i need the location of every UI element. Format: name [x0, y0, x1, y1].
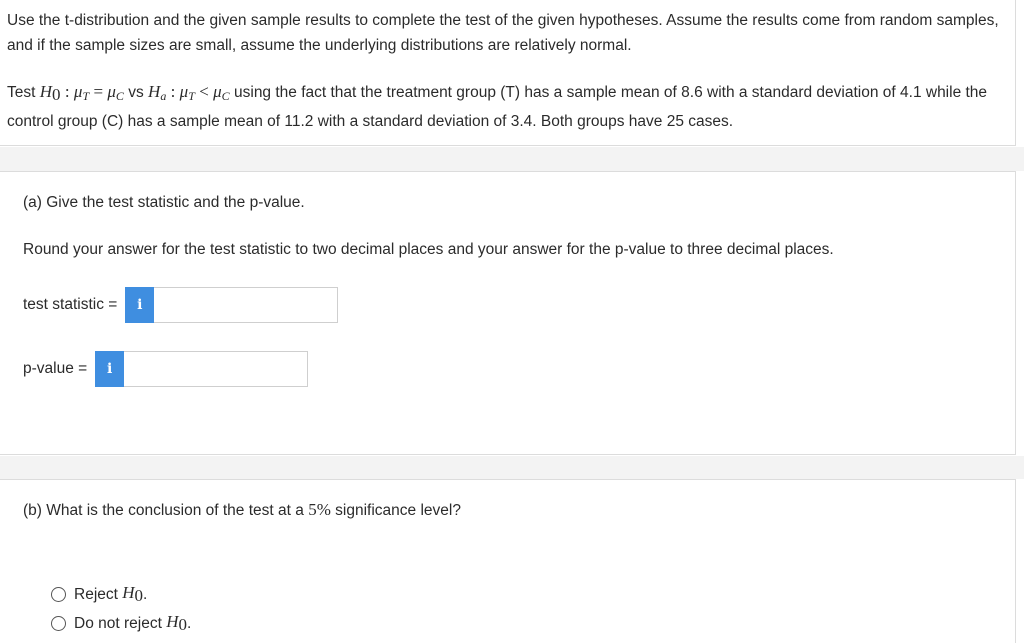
mu-t-symbol-2: $\mu_T$	[179, 82, 195, 103]
test-statistic-input[interactable]	[154, 287, 338, 323]
test-word: Test	[7, 84, 36, 101]
p-value-input[interactable]	[124, 351, 308, 387]
option-period: .	[143, 585, 148, 603]
mu-t-symbol: $\mu_T$	[73, 82, 90, 103]
part-a-instructions: Round your answer for the test statistic to two decimal places and your answer for the p-value to three decimal places.	[23, 241, 834, 258]
problem-statement-card	[0, 0, 1016, 146]
ha-symbol: $H_a$	[148, 82, 167, 103]
test-statistic-label: test statistic =	[23, 296, 118, 313]
problem-hypotheses	[7, 79, 1007, 134]
radio-button[interactable]	[51, 616, 66, 631]
part-b-question	[23, 499, 461, 522]
vs-word: vs	[128, 84, 144, 101]
option-label: Reject	[74, 585, 118, 603]
option-do-not-reject[interactable]	[51, 612, 191, 635]
h0-symbol: $H_0$	[166, 612, 187, 634]
option-period: .	[186, 614, 192, 632]
problem-instructions: Use the t-distribution and the given sample results to complete the test of the given hypotheses. Assume the results come from random samples, and if the sample sizes are small, assume the underlying distributions are relatively normal.	[7, 12, 999, 54]
section-gap	[0, 456, 1024, 479]
h0-symbol: $H_0$	[122, 583, 144, 605]
h0-symbol: $H_0$	[39, 82, 61, 104]
colon-symbol-2: :	[170, 82, 176, 101]
colon-symbol: :	[64, 82, 70, 101]
info-icon[interactable]: i	[125, 287, 154, 323]
radio-button[interactable]	[51, 587, 66, 602]
info-icon[interactable]: i	[95, 351, 124, 387]
less-than-symbol: <	[199, 82, 209, 101]
part-b-card	[0, 479, 1016, 643]
p-value-label: p-value =	[23, 360, 88, 377]
part-b-question-suffix: significance level?	[335, 502, 461, 519]
significance-level: 5%	[308, 500, 331, 519]
test-statistic-row	[23, 287, 338, 323]
section-gap	[0, 147, 1024, 171]
part-a-card	[0, 171, 1016, 455]
part-a-question: (a) Give the test statistic and the p-value.	[23, 194, 305, 211]
equals-symbol: =	[93, 82, 104, 101]
option-label: Do not reject	[74, 614, 162, 632]
p-value-row	[23, 351, 308, 387]
mu-c-symbol-2: $\mu_C$	[213, 82, 230, 103]
part-b-question-prefix: (b) What is the conclusion of the test at a	[23, 502, 304, 519]
mu-c-symbol: $\mu_C$	[107, 82, 124, 103]
hypotheses-rest: using the fact that the treatment group (T) has a sample mean of 8.6 with a standard deviation of 4.1 while the control group (C) has a sample mean of 11.2 with a standard deviation of 3.4. Both groups have 25 cases.	[7, 84, 988, 130]
option-reject[interactable]	[51, 583, 147, 606]
